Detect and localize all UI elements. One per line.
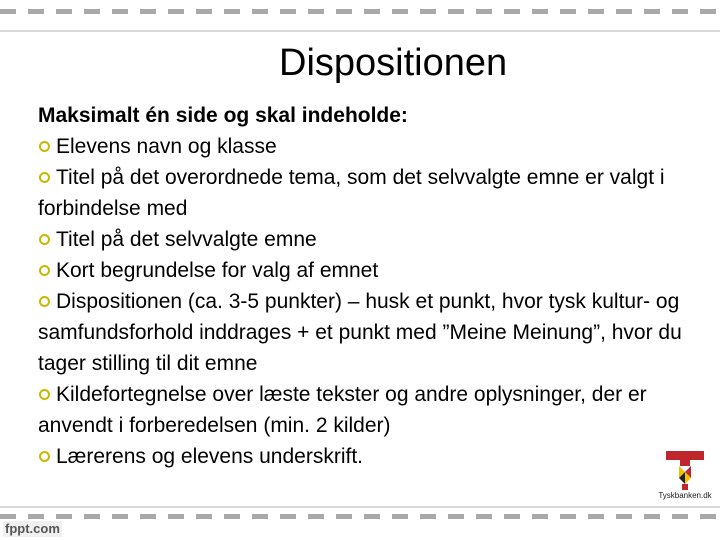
list-item-text: Titel på det overordnede tema, som det selvvalgte emne er valgt i forbindelse med [38, 166, 665, 220]
list-item [38, 379, 698, 441]
list-item-text: Elevens navn og klasse [56, 135, 277, 158]
watermark: fppt.com [5, 521, 60, 536]
ring-bullet-icon [38, 388, 51, 401]
ring-bullet-icon [38, 264, 51, 277]
ring-bullet-icon [38, 295, 51, 308]
ring-bullet-icon [38, 140, 51, 153]
slide-body [38, 100, 698, 472]
list-item [38, 255, 698, 286]
list-item-text: Lærerens og elevens underskrift. [56, 445, 363, 468]
top-dash-border [0, 0, 720, 20]
logo-text: Tyskbanken.dk [658, 491, 712, 500]
ring-bullet-icon [38, 233, 51, 246]
list-item [38, 131, 698, 162]
list-item-text: Kort begrundelse for valg af emnet [56, 259, 379, 282]
list-item [38, 441, 698, 472]
list-item [38, 224, 698, 255]
body-heading: Maksimalt én side og skal indeholde: [38, 104, 408, 127]
list-item-text: Dispositionen (ca. 3-5 punkter) – husk et punkt, hvor tysk kultur- og samfundsforhold inddrages + et punkt med ”Meine Meinung”, hvor du tager stilling til dit emne [38, 290, 682, 375]
bottom-dash-border [0, 508, 720, 528]
ring-bullet-icon [38, 450, 51, 463]
list-item [38, 286, 698, 379]
ring-bullet-icon [38, 171, 51, 184]
list-item [38, 162, 698, 224]
list-item-text: Titel på det selvvalgte emne [56, 228, 317, 251]
list-item-text: Kildefortegnelse over læste tekster og andre oplysninger, der er anvendt i forberedelsen (min. 2 kilder) [38, 383, 647, 437]
top-rule [0, 30, 720, 32]
slide-title: Dispositionen [279, 42, 508, 84]
